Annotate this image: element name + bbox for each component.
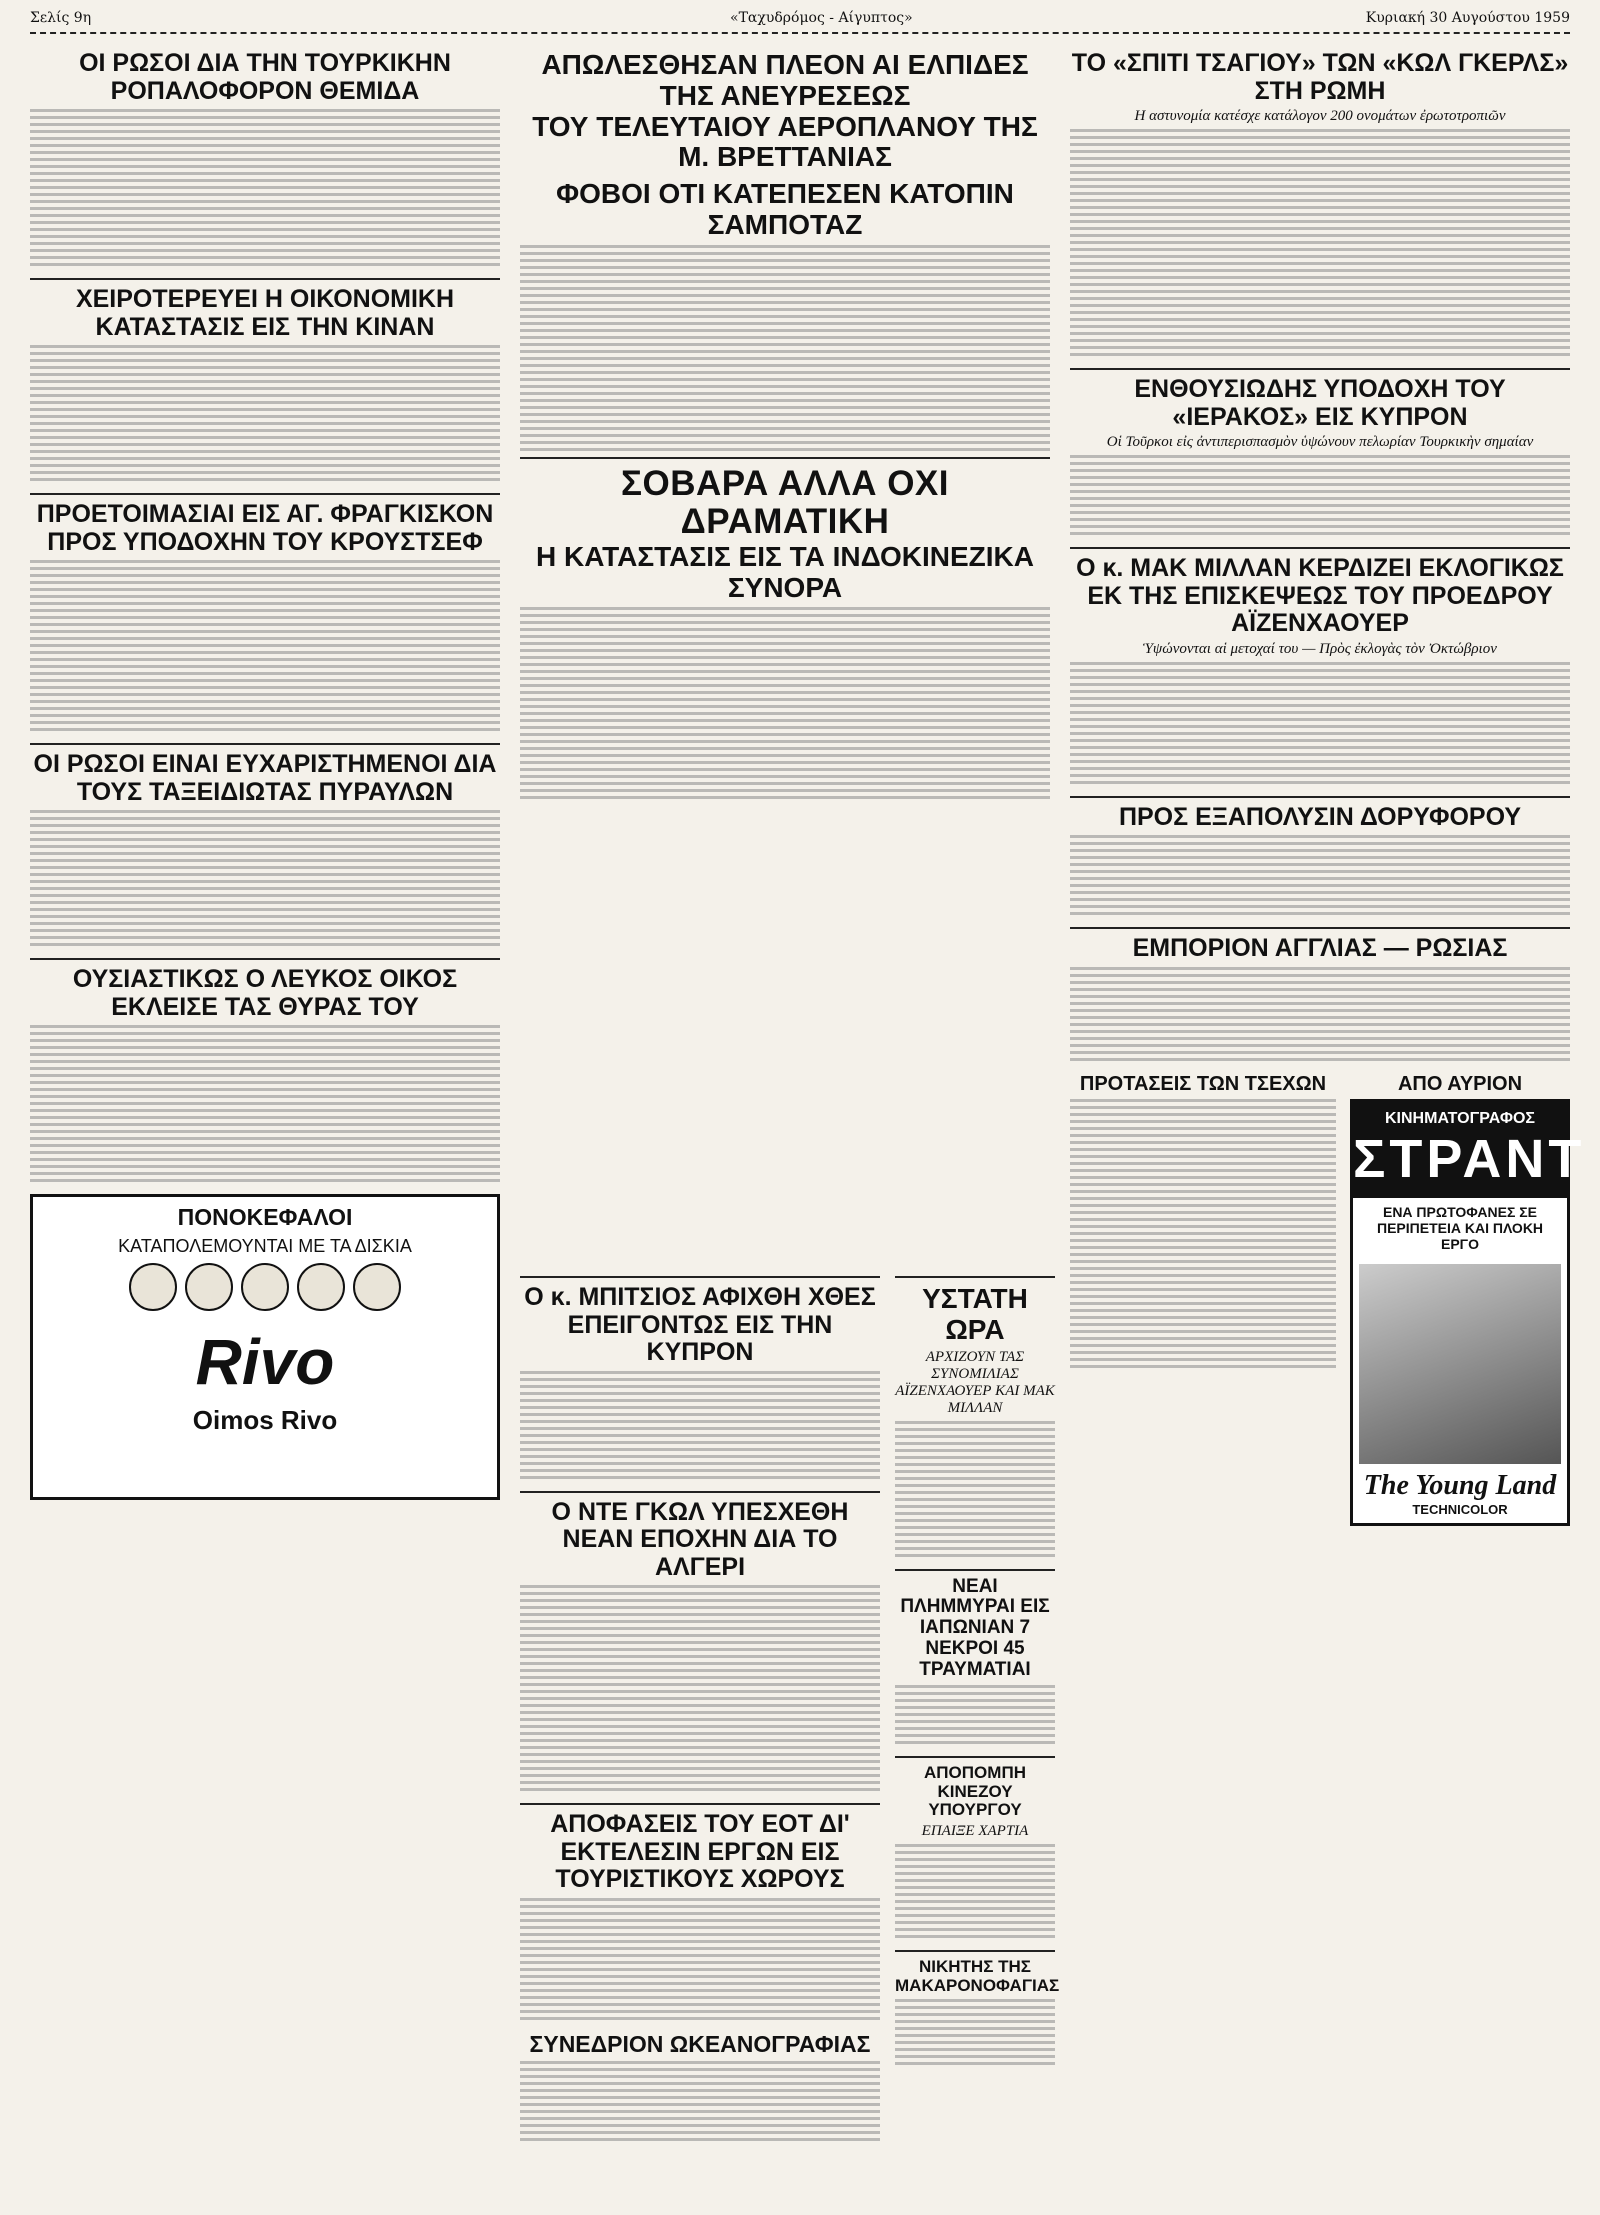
article-body [1070, 455, 1570, 535]
article-body [520, 1371, 880, 1479]
article-title: ΕΜΠΟΡΙΟΝ ΑΓΓΛΙΑΣ — ΡΩΣΙΑΣ [1132, 934, 1508, 962]
article-title: Ο κ. ΜΠΙΤΣΙΟΣ ΑΦΙΧΘΗ ΧΘΕΣ ΕΠΕΙΓΟΝΤΩΣ ΕΙΣ ΤΗΝ ΚΥΠΡΟΝ [524, 1283, 876, 1366]
article-macaroni-winner [895, 1957, 1060, 2065]
article-title: Ο κ. ΜΑΚ ΜΙΛΛΑΝ ΚΕΡΔΙΖΕΙ ΕΚΛΟΓΙΚΩΣ ΕΚ ΤΗΣ ΕΠΙΣΚΕΨΕΩΣ ΤΟΥ ΠΡΟΕΔΡΟΥ ΑΪΖΕΝΧΑΟΥΕΡ [1076, 554, 1564, 637]
article-body [30, 345, 500, 481]
lower-split [1070, 1072, 1586, 1526]
article-title: ΕΝΘΟΥΣΙΩΔΗΣ ΥΠΟΔΟΧΗ ΤΟΥ «ΙΕΡΑΚΟΣ» ΕΙΣ ΚΥΠΡΟΝ [1134, 375, 1506, 431]
film-title: The Young Land [1363, 1469, 1557, 1501]
ad-cinema-name: ΣΤΡΑΝΤ [1353, 1128, 1586, 1189]
article-body [520, 2061, 880, 2141]
article-title: ΥΣΤΑΤΗ ΩΡΑ [922, 1283, 1028, 1345]
article-title: ΑΠΟΦΑΣΕΙΣ ΤΟΥ ΕΟΤ ΔΙ' ΕΚΤΕΛΕΣΙΝ ΕΡΓΩΝ ΕΙΣ ΤΟΥΡΙΣΤΙΚΟΥΣ ΧΩΡΟΥΣ [550, 1810, 850, 1893]
column-5 [1070, 49, 1586, 2195]
lead-article [520, 50, 1050, 803]
article-chinese-minister [895, 1764, 1055, 1938]
article-title: ΧΕΙΡΟΤΕΡΕΥΕΙ Η ΟΙΚΟΝΟΜΙΚΗ ΚΑΤΑΣΤΑΣΙΣ ΕΙΣ ΤΗΝ ΚΙΝΑΝ [75, 285, 455, 341]
article-body [30, 109, 500, 266]
film-technicolor: TECHNICOLOR [1412, 1501, 1508, 1517]
face-illustration [241, 1263, 289, 1311]
face-illustration [297, 1263, 345, 1311]
article-body [30, 810, 500, 946]
lead-subtitle: ΦΟΒΟΙ ΟΤΙ ΚΑΤΕΠΕΣΕΝ ΚΑΤΟΠΙΝ ΣΑΜΠΟΤΑΖ [556, 178, 1014, 240]
ad-brand: Rivo [195, 1326, 335, 1399]
column-1 [30, 50, 500, 2195]
article-body [30, 1025, 500, 1182]
column-4 [895, 1270, 1060, 2195]
article-tea-house-rome [1070, 50, 1570, 356]
rivo-advertisement [30, 1194, 500, 1500]
article-bitsios-cyprus [520, 1284, 880, 1479]
page-number: Σελίς 9η [30, 10, 92, 26]
article-title: ΣΥΝΕΔΡΙΟΝ ΩΚΕΑΝΟΓΡΑΦΙΑΣ [529, 2030, 871, 2057]
article-subtitle: ΕΠΑΙΞΕ ΧΑΡΤΙΑ [921, 1823, 1029, 1840]
article-title: ΠΡΟΤΑΣΕΙΣ ΤΩΝ ΤΣΕΧΩΝ [1079, 1072, 1327, 1095]
article-title: ΝΙΚΗΤΗΣ ΤΗΣ ΜΑΚΑΡΟΝΟΦΑΓΙΑΣ [895, 1957, 1060, 1995]
article-body [520, 1585, 880, 1791]
article-subtitle: Οἱ Τοῦρκοι εἰς ἀντιπερισπασμὸν ὑψώνουν πελωρίαν Τουρκικὴν σημαίαν [1106, 434, 1534, 450]
article-khrushchev-san-francisco [30, 501, 500, 731]
article-title: ΝΕΑΙ ΠΛΗΜΜΥΡΑΙ ΕΙΣ ΙΑΠΩΝΙΑΝ 7 ΝΕΚΡΟΙ 45 ΤΡΑΥΜΑΤΙΑΙ [900, 1575, 1050, 1681]
article-japan-floods [895, 1577, 1055, 1744]
article-body [895, 1844, 1055, 1938]
face-illustration [129, 1263, 177, 1311]
article-subtitle: Η αστυνομία κατέσχε κατάλογον 200 ονομάτων ἐρωτοτροπιῶν [1134, 108, 1506, 124]
ad-slogan: Oimos Rivo [192, 1405, 338, 1436]
ad-cinema-label: ΚΙΝΗΜΑΤΟΓΡΑΦΟΣ [1385, 1109, 1535, 1127]
face-illustration [353, 1263, 401, 1311]
article-de-gaulle-algeria [520, 1499, 880, 1792]
article-title: ΠΡΟΣ ΕΞΑΠΟΛΥΣΙΝ ΔΟΡΥΦΟΡΟΥ [1118, 802, 1522, 831]
strand-advertisement-wrap [1350, 1072, 1586, 1526]
article-body [1070, 835, 1570, 915]
article-china-economy [30, 286, 500, 481]
paper-name: «Ταχυδρόμος - Αίγυπτος» [730, 10, 913, 26]
article-body [895, 1421, 1055, 1557]
face-illustration [185, 1263, 233, 1311]
article-body [30, 560, 500, 731]
article-uk-russia-trade [1070, 935, 1570, 1061]
ad-headline: ΕΝΑ ΠΡΩΤΟΦΑΝΕΣ ΣΕ ΠΕΡΙΠΕΤΕΙΑ ΚΑΙ ΠΛΟΚΗ ΕΡΓΟ [1376, 1203, 1544, 1252]
indochina-title-line-2: Η ΚΑΤΑΣΤΑΣΙΣ ΕΙΣ ΤΑ ΙΝΔΟΚΙΝΕΖΙΚΑ ΣΥΝΟΡΑ [535, 540, 1034, 603]
ad-headline: ΠΟΝΟΚΕΦΑΛΟΙ [177, 1204, 353, 1230]
article-title: ΑΠΟΠΟΜΠΗ ΚΙΝΕΖΟΥ ΥΠΟΥΡΓΟΥ [924, 1763, 1026, 1820]
ad-section-title: ΑΠΟ ΑΥΡΙΟΝ [1397, 1072, 1523, 1095]
article-macmillan-elections [1070, 555, 1570, 784]
strand-advertisement [1350, 1099, 1586, 1526]
indochina-body [520, 607, 1050, 799]
article-subtitle: ΑΡΧΙΖΟΥΝ ΤΑΣ ΣΥΝΟΜΙΛΙΑΣ ΑΪΖΕΝΧΑΟΥΕΡ ΚΑΙ ΜΑΚ ΜΙΛΛΑΝ [895, 1348, 1055, 1416]
article-rocket-travellers [30, 751, 500, 946]
article-body [895, 1999, 1055, 2065]
article-title: ΟΙ ΡΩΣΟΙ ΔΙΑ ΤΗΝ ΤΟΥΡΚΙΚΗΝ ΡΟΠΑΛΟΦΟΡΟΝ ΘΕΜΙΔΑ [79, 49, 451, 105]
article-body [895, 1685, 1055, 1744]
article-hawk-cyprus [1070, 376, 1570, 535]
article-title: ΟΙ ΡΩΣΟΙ ΕΙΝΑΙ ΕΥΧΑΡΙΣΤΗΜΕΝΟΙ ΔΙΑ ΤΟΥΣ ΤΑΞΕΙΔΙΩΤΑΣ ΠΥΡΑΥΛΩΝ [33, 750, 497, 806]
article-body [1070, 129, 1570, 356]
ad-tagline: ΚΑΤΑΠΟΛΕΜΟΥΝΤΑΙ ΜΕ ΤΑ ΔΙΣΚΙΑ [118, 1236, 412, 1257]
indochina-title-line-1: ΣΟΒΑΡΑ ΑΛΛΑ ΟΧΙ ΔΡΑΜΑΤΙΚΗ [621, 463, 949, 542]
article-oceanography [520, 2032, 880, 2141]
column-3 [520, 1270, 880, 2195]
article-subtitle: Ὑψώνονται αἱ μετοχαί του — Πρὸς ἐκλογὰς τὸν Ὀκτώβριον [1143, 640, 1497, 657]
article-white-house [30, 966, 500, 1182]
article-title: ΤΟ «ΣΠΙΤΙ ΤΣΑΓΙΟΥ» ΤΩΝ «ΚΩΛ ΓΚΕΡΛΣ» ΣΤΗ ΡΩΜΗ [1071, 49, 1569, 105]
page-header [30, 8, 1570, 34]
lead-title-line-1: ΑΠΩΛΕΣΘΗΣΑΝ ΠΛΕΟΝ ΑΙ ΕΛΠΙΔΕΣ ΤΗΣ ΑΝΕΥΡΕΣΕΩΣ [541, 49, 1029, 111]
article-last-hour [895, 1284, 1055, 1557]
film-poster-illustration [1359, 1264, 1561, 1464]
article-satellite [1070, 804, 1570, 916]
article-body [1070, 662, 1570, 784]
lead-body [520, 245, 1050, 451]
article-body [1070, 1099, 1336, 1368]
lead-title-line-2: ΤΟΥ ΤΕΛΕΥΤΑΙΟΥ ΑΕΡΟΠΛΑΝΟΥ ΤΗΣ Μ. ΒΡΕΤΤΑΝΙΑΣ [532, 110, 1038, 173]
article-body [520, 1898, 880, 2020]
article-body [1070, 967, 1570, 1061]
ad-cinema-block [1353, 1102, 1586, 1198]
issue-date: Κυριακή 30 Αυγούστου 1959 [1365, 10, 1570, 26]
article-eot-works [520, 1811, 880, 2020]
article-title: ΟΥΣΙΑΣΤΙΚΩΣ Ο ΛΕΥΚΟΣ ΟΙΚΟΣ ΕΚΛΕΙΣΕ ΤΑΣ ΘΥΡΑΣ ΤΟΥ [72, 965, 458, 1021]
article-czech-proposals [1070, 1073, 1336, 1514]
article-title: ΠΡΟΕΤΟΙΜΑΣΙΑΙ ΕΙΣ ΑΓ. ΦΡΑΓΚΙΣΚΟΝ ΠΡΟΣ ΥΠΟΔΟΧΗΝ ΤΟΥ ΚΡΟΥΣΤΣΕΦ [36, 500, 494, 556]
ad-faces [33, 1257, 497, 1315]
article-russians-turkish-justice [30, 50, 500, 266]
article-title: Ο ΝΤΕ ΓΚΩΛ ΥΠΕΣΧΕΘΗ ΝΕΑΝ ΕΠΟΧΗΝ ΔΙΑ ΤΟ ΑΛΓΕΡΙ [551, 1497, 849, 1581]
